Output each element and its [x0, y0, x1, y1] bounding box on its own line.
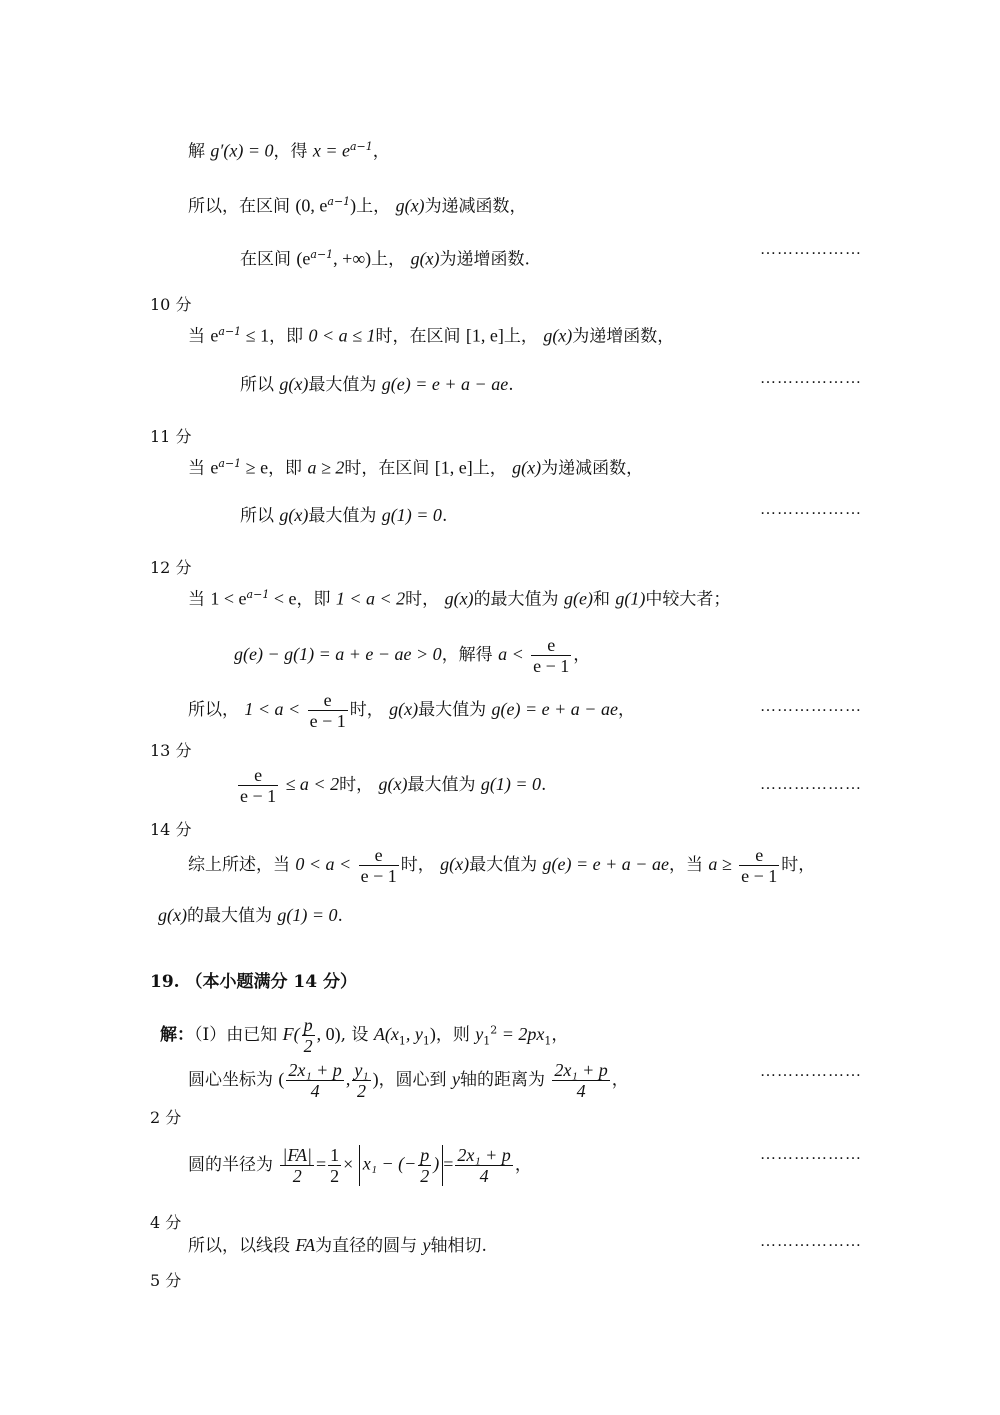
denominator: e − 1 [360, 866, 397, 886]
text: ，即 [296, 589, 331, 610]
text: 上， [356, 196, 391, 217]
subscript: 1 [422, 1034, 430, 1048]
math: ≤ 1 [241, 325, 270, 346]
math: A(x [373, 1024, 399, 1044]
math: ) [429, 1024, 436, 1044]
line-summary-2 [158, 903, 343, 928]
math: g(e) = e + a − ae [542, 854, 669, 874]
denominator: e − 1 [309, 711, 346, 731]
math: e [210, 457, 219, 478]
line-solve-derivative [188, 135, 390, 164]
text: 所以， [188, 700, 239, 720]
fraction [552, 1060, 609, 1101]
text: ， [514, 1155, 532, 1175]
text: 最大值为 [308, 506, 377, 526]
math: g(1) = 0 [480, 774, 542, 794]
math: [1, e] [434, 457, 473, 478]
line-increasing-interval [240, 243, 530, 272]
math: 0 < a < [295, 854, 352, 874]
subscript: 1 [483, 1034, 491, 1048]
math: g(e) − g(1) = a + e − ae > 0 [234, 644, 442, 664]
math: (0, e [295, 195, 328, 216]
line-decreasing-interval [188, 190, 527, 219]
text: ， [611, 1070, 629, 1090]
line-difference [234, 635, 590, 676]
math: ( [278, 1069, 285, 1089]
fraction [418, 1145, 431, 1186]
text: 时， [405, 589, 440, 610]
math: FA [295, 1235, 316, 1255]
denominator: 4 [310, 1081, 320, 1101]
text: . [508, 375, 514, 395]
score-dots: ……………… [760, 776, 862, 793]
math: g(x) [410, 248, 440, 269]
text: 的最大值为 [186, 906, 272, 926]
superscript: 2 [490, 1023, 498, 1037]
text: . [541, 775, 547, 795]
solution-label: 解： [160, 1025, 194, 1045]
math: , 0) [316, 1024, 341, 1044]
denominator: 4 [576, 1081, 586, 1101]
line-given-focus [160, 1015, 568, 1056]
numerator: e [238, 765, 278, 786]
line-circle-center [188, 1060, 629, 1101]
math: g(e) [563, 588, 593, 609]
math: a < [498, 644, 524, 664]
text: 最大值为 [418, 700, 487, 720]
math: g′(x) = 0 [210, 140, 274, 161]
superscript: a−1 [327, 195, 351, 208]
score-2: 2 分 [150, 1108, 182, 1127]
math: g(1) = 0 [381, 505, 442, 525]
question-19-heading [150, 970, 357, 994]
math: ) [433, 1154, 440, 1174]
math: y [451, 1069, 460, 1089]
math: ) [350, 195, 357, 216]
text: 所以，以线段 [188, 1236, 290, 1256]
math: g(e) = e + a − ae [491, 699, 618, 719]
superscript: a−1 [246, 588, 270, 601]
text: 上， [503, 326, 538, 347]
text: （Ⅰ）由已知 [194, 1025, 278, 1045]
math: g(x) [279, 374, 309, 394]
text: 轴相切. [430, 1236, 487, 1256]
math: g(1) = 0 [277, 905, 338, 925]
text: 所以，在区间 [188, 196, 290, 217]
text: 时， [781, 855, 816, 875]
fraction [455, 1145, 512, 1186]
line-radius [188, 1145, 532, 1186]
fraction [280, 1145, 314, 1186]
text: ，即 [268, 458, 303, 479]
math: 1 < e [210, 588, 247, 609]
denominator: 4 [479, 1166, 489, 1186]
score-12: 12 分 [150, 558, 192, 577]
fraction [531, 635, 571, 676]
line-case-a-le-1 [188, 320, 674, 349]
numerator: y₁ [354, 1060, 369, 1080]
fraction [328, 1145, 341, 1186]
fraction [286, 1060, 343, 1101]
denominator: 2 [292, 1166, 302, 1186]
text: 中较大者； [645, 589, 731, 610]
text: 轴的距离为 [459, 1070, 545, 1090]
math: g(x) [543, 325, 573, 346]
text: 解 [188, 141, 205, 162]
text: 的最大值为 [473, 589, 559, 610]
superscript: a−1 [350, 140, 373, 153]
text: 最大值为 [469, 855, 538, 875]
math: 1 < a < 2 [335, 588, 406, 609]
absolute-value [359, 1145, 444, 1186]
text: 为递增函数， [572, 326, 675, 347]
score-dots: ……………… [760, 1233, 862, 1250]
numerator: e [308, 690, 348, 711]
numerator: 2x₁ + p [457, 1145, 511, 1165]
text: ，即 [269, 326, 304, 347]
math: g(x) [389, 699, 419, 719]
math: [1, e] [465, 325, 504, 346]
numerator: e [531, 635, 571, 656]
math: g(x) [444, 588, 474, 609]
subscript: 1 [544, 1034, 552, 1048]
numerator: 2x₁ + p [288, 1060, 342, 1080]
line-max-g1 [240, 503, 447, 528]
denominator: 2 [356, 1081, 366, 1101]
fraction [739, 845, 779, 886]
text: 圆的半径为 [188, 1155, 273, 1175]
text: 和 [592, 589, 610, 610]
line-tangent [188, 1233, 487, 1258]
question-title: （本小题满分 14 分） [185, 972, 357, 992]
text: 在区间 [240, 249, 291, 270]
math: × [343, 1154, 354, 1174]
math: < e [269, 588, 297, 609]
text: 时， [400, 855, 435, 875]
superscript: a−1 [310, 248, 334, 261]
fraction [308, 690, 348, 731]
text: 综上所述，当 [188, 855, 290, 875]
numerator: e [739, 845, 779, 866]
fraction [302, 1015, 315, 1056]
text: ， [573, 645, 591, 665]
line-case-max-ge [188, 690, 635, 731]
numerator: 2x₁ + p [554, 1060, 608, 1080]
fraction [238, 765, 278, 806]
line-max-ge [240, 372, 514, 397]
math: e [210, 325, 219, 346]
math: , y [405, 1024, 423, 1044]
line-case-between [188, 583, 730, 612]
text: 最大值为 [308, 375, 377, 395]
line-summary [188, 845, 815, 886]
text: ，解得 [441, 645, 493, 665]
math: g(x) [158, 905, 187, 925]
score-5: 5 分 [150, 1271, 182, 1290]
numerator: 1 [330, 1145, 340, 1165]
text: 时， [339, 775, 374, 795]
text: ， [617, 700, 635, 720]
denominator: e − 1 [240, 786, 277, 806]
math: g(x) [512, 457, 542, 478]
math: g(1) [615, 588, 646, 609]
text: . [441, 506, 448, 526]
text: 当 [188, 589, 205, 610]
fraction [359, 845, 399, 886]
score-11: 11 分 [150, 427, 192, 446]
math: (e [296, 248, 311, 269]
score-14: 14 分 [150, 820, 192, 839]
score-dots: ……………… [760, 501, 862, 518]
score-4: 4 分 [150, 1213, 182, 1232]
math: , [345, 1069, 351, 1089]
superscript: a−1 [218, 457, 242, 470]
text: ，当 [668, 855, 703, 875]
score-dots: ……………… [760, 1146, 862, 1163]
math: a ≥ 2 [307, 457, 345, 478]
math: g(e) = e + a − ae [381, 374, 509, 394]
math: x₁ − (− [362, 1154, 417, 1174]
question-number: 19. [150, 972, 180, 992]
math: g(x) [378, 774, 408, 794]
math: , +∞) [333, 248, 372, 269]
score-dots: ……………… [760, 241, 862, 258]
math: g(x) [440, 854, 470, 874]
math: y [475, 1024, 484, 1044]
text: 最大值为 [407, 775, 476, 795]
math: x = e [312, 140, 350, 161]
denominator: e − 1 [533, 656, 570, 676]
math: a ≥ [708, 854, 732, 874]
denominator: 2 [330, 1166, 340, 1186]
math: F( [282, 1024, 300, 1044]
numerator: e [359, 845, 399, 866]
line-case-a-ge-2 [188, 452, 643, 481]
text: 为递减函数， [541, 458, 644, 479]
line-case-max-g1 [236, 765, 546, 806]
text: 为递减函数， [424, 196, 527, 217]
text: 时，在区间 [375, 326, 461, 347]
text: 为直径的圆与 [315, 1236, 418, 1256]
math: ≥ e [241, 457, 269, 478]
math: 0 < a ≤ 1 [308, 325, 376, 346]
math: ≤ a < 2 [285, 774, 340, 794]
math: = [443, 1154, 454, 1174]
text: ， [372, 141, 390, 162]
score-13: 13 分 [150, 741, 192, 760]
score-dots: ……………… [760, 370, 862, 387]
math: ) [372, 1069, 379, 1089]
text: ，则 [435, 1025, 470, 1045]
score-10: 10 分 [150, 295, 192, 314]
text: 为递增函数. [439, 249, 530, 270]
text: 当 [188, 458, 205, 479]
denominator: 2 [303, 1036, 313, 1056]
fraction [352, 1060, 370, 1101]
text: 时，在区间 [344, 458, 430, 479]
subscript: 1 [398, 1034, 406, 1048]
text: ，圆心到 [378, 1070, 447, 1090]
superscript: a−1 [218, 325, 242, 338]
math: = [315, 1154, 327, 1174]
math: = 2px [497, 1024, 545, 1044]
denominator: e − 1 [741, 866, 778, 886]
text: ， [551, 1025, 569, 1045]
text: 所以 [240, 375, 274, 395]
numerator: |FA| [282, 1145, 312, 1165]
text: 圆心坐标为 [188, 1070, 273, 1090]
text: , 设 [340, 1025, 369, 1045]
score-dots: ……………… [760, 1063, 862, 1080]
text: 当 [188, 326, 205, 347]
denominator: 2 [420, 1166, 430, 1187]
score-dots: ……………… [760, 698, 862, 715]
text: . [337, 906, 343, 926]
math: g(x) [395, 195, 425, 216]
math: y [422, 1235, 431, 1255]
numerator: p [303, 1015, 313, 1035]
text: 上， [472, 458, 507, 479]
math: g(x) [279, 505, 309, 525]
numerator: p [420, 1145, 430, 1166]
text: 时， [349, 700, 384, 720]
text: ，得 [273, 141, 308, 162]
text: 所以 [240, 506, 274, 526]
text: 上， [371, 249, 406, 270]
math: 1 < a < [244, 699, 301, 719]
